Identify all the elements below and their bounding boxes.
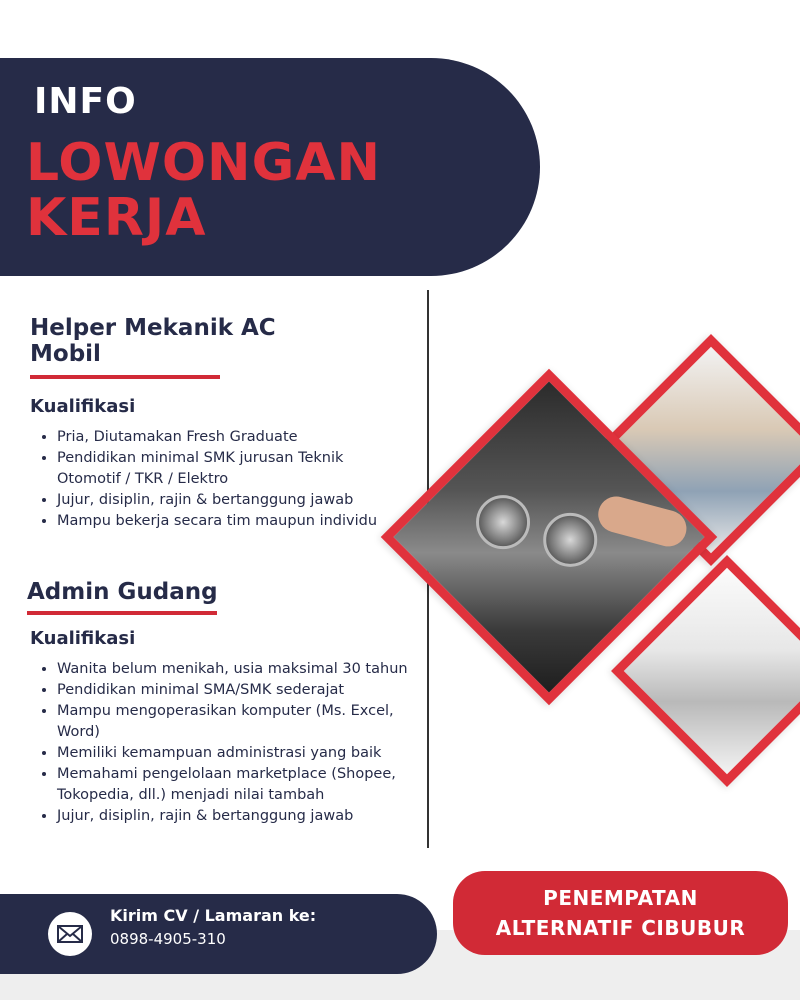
- list-item: • Memiliki kemampuan administrasi yang baik: [57, 743, 412, 764]
- job-title-underline: [30, 375, 220, 379]
- qualification-heading: Kualifikasi: [30, 628, 136, 649]
- job-title-underline: [27, 611, 217, 615]
- list-item: • Pendidikan minimal SMA/SMK sederajat: [57, 680, 412, 701]
- header-kerja-text: KERJA: [26, 188, 207, 248]
- job-title-helper-mekanik: [30, 315, 276, 367]
- list-item: • Pria, Diutamakan Fresh Graduate: [57, 427, 407, 448]
- ac-knob-icon: [465, 484, 541, 560]
- header-info-text: INFO: [34, 81, 137, 122]
- hand-icon: [594, 492, 690, 550]
- list-item: • Jujur, disiplin, rajin & bertanggung jawab: [57, 806, 412, 827]
- header-lowongan-text: LOWONGAN: [26, 133, 382, 193]
- list-item: • Mampu bekerja secara tim maupun individu: [57, 511, 407, 532]
- list-item: • Memahami pengelolaan marketplace (Shopee, Tokopedia, dll.) menjadi nilai tambah: [57, 764, 412, 806]
- contact-label: Kirim CV / Lamaran ke:: [110, 906, 317, 925]
- placement-line2: ALTERNATIF CIBUBUR: [495, 916, 746, 940]
- qualification-heading: Kualifikasi: [30, 396, 136, 417]
- requirements-list: [33, 427, 407, 532]
- list-item: • Jujur, disiplin, rajin & bertanggung jawab: [57, 490, 407, 511]
- contact-phone: 0898-4905-310: [110, 930, 226, 948]
- job-title-line1: Helper Mekanik AC: [30, 315, 276, 341]
- job-title-admin-gudang: Admin Gudang: [27, 579, 218, 605]
- requirements-list: [33, 659, 412, 827]
- list-item: • Pendidikan minimal SMK jurusan Teknik Otomotif / TKR / Elektro: [57, 448, 407, 490]
- list-item: • Mampu mengoperasikan komputer (Ms. Excel, Word): [57, 701, 412, 743]
- ac-knob-icon: [532, 502, 608, 578]
- placement-badge: [453, 871, 788, 955]
- mail-icon: [48, 912, 92, 956]
- job-title-line2: Mobil: [30, 341, 101, 367]
- list-item: • Wanita belum menikah, usia maksimal 30 tahun: [57, 659, 412, 680]
- placement-line1: PENEMPATAN: [543, 886, 698, 910]
